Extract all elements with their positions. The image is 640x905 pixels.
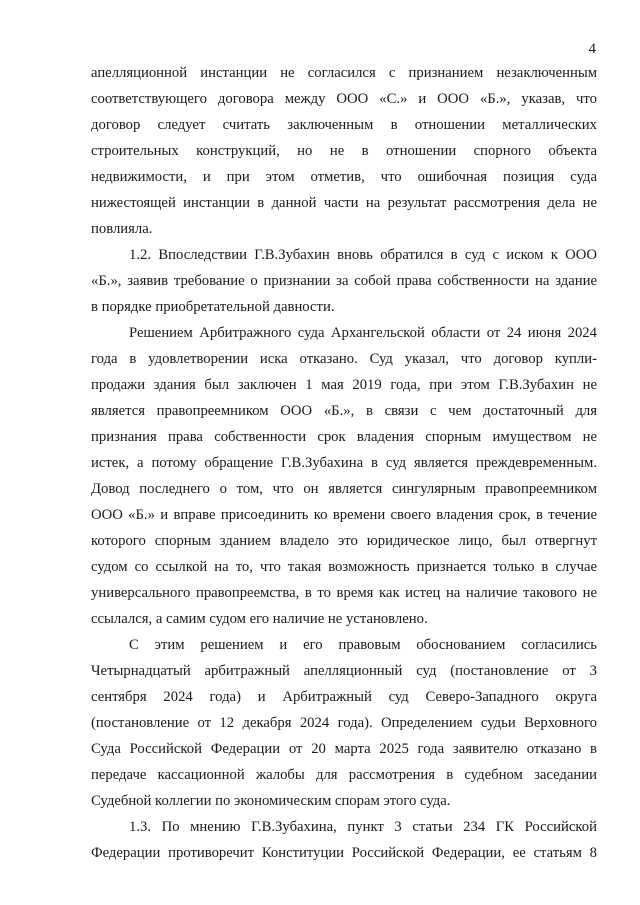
page-number: 4 [588, 41, 596, 57]
text-line: универсального правопреемства, в то время как истец на наличие такового не [91, 585, 597, 601]
text-line: передаче кассационной жалобы для рассмотрения в судебном заседании [91, 767, 597, 783]
text-line: года в удовлетворении иска отказано. Суд указал, что договор купли- [91, 351, 597, 367]
text-line: строительных конструкций, но не в отношении спорного объекта [91, 143, 597, 159]
text-line: продажи здания был заключен 1 мая 2019 года, при этом Г.В.Зубахин не [91, 377, 597, 393]
text-line: судом со ссылкой на то, что такая возможность признается только в случае [91, 559, 597, 575]
document-body [91, 60, 597, 866]
text-line: нижестоящей инстанции в данной части на результат рассмотрения дела не [91, 195, 597, 211]
text-line: 1.3. По мнению Г.В.Зубахина, пункт 3 статьи 234 ГК Российской [129, 819, 597, 835]
text-line: истек, а потому обращение Г.В.Зубахина в суд является преждевременным. [91, 455, 597, 471]
text-line: повлияла. [91, 221, 153, 237]
text-line: соответствующего договора между ООО «С.» и ООО «Б.», указав, что [91, 91, 597, 107]
paragraph-5 [91, 814, 597, 866]
text-line: которого спорным зданием владело это юридическое лицо, был отвергнут [91, 533, 597, 549]
text-line: (постановление от 12 декабря 2024 года). Определением судьи Верховного [91, 715, 597, 731]
paragraph-1 [91, 60, 597, 242]
text-line: С этим решением и его правовым обоснованием согласились [129, 637, 597, 653]
text-line: апелляционной инстанции не согласился с признанием незаключенным [91, 65, 597, 81]
text-line: Суда Российской Федерации от 20 марта 2025 года заявителю отказано в [91, 741, 597, 757]
text-line: Решением Арбитражного суда Архангельской области от 24 июня 2024 [129, 325, 597, 341]
text-line: ссылался, а самим судом его наличие не установлено. [91, 611, 428, 627]
text-line: ООО «Б.» и вправе присоединить ко времени своего владения срок, в течение [91, 507, 597, 523]
text-line: недвижимости, и при этом отметив, что ошибочная позиция суда [91, 169, 597, 185]
text-line: 1.2. Впоследствии Г.В.Зубахин вновь обратился в суд с иском к ООО [129, 247, 597, 263]
text-line: сентября 2024 года) и Арбитражный суд Северо-Западного округа [91, 689, 597, 705]
paragraph-2 [91, 242, 597, 320]
text-line: Довод последнего о том, что он является сингулярным правопреемником [91, 481, 597, 497]
text-line: в порядке приобретательной давности. [91, 299, 335, 315]
text-line: является правопреемником ООО «Б.», в связи с чем достаточный для [91, 403, 597, 419]
text-line: «Б.», заявив требование о признании за собой права собственности на здание [91, 273, 597, 289]
text-line: договор следует считать заключенным в отношении металлических [91, 117, 597, 133]
text-line: Четырнадцатый арбитражный апелляционный суд (постановление от 3 [91, 663, 597, 679]
paragraph-3 [91, 320, 597, 632]
paragraph-4 [91, 632, 597, 814]
text-line: Судебной коллегии по экономическим спорам этого суда. [91, 793, 451, 809]
text-line: Федерации противоречит Конституции Российской Федерации, ее статьям 8 [91, 845, 597, 861]
text-line: признания права собственности срок владения спорным имуществом не [91, 429, 597, 445]
